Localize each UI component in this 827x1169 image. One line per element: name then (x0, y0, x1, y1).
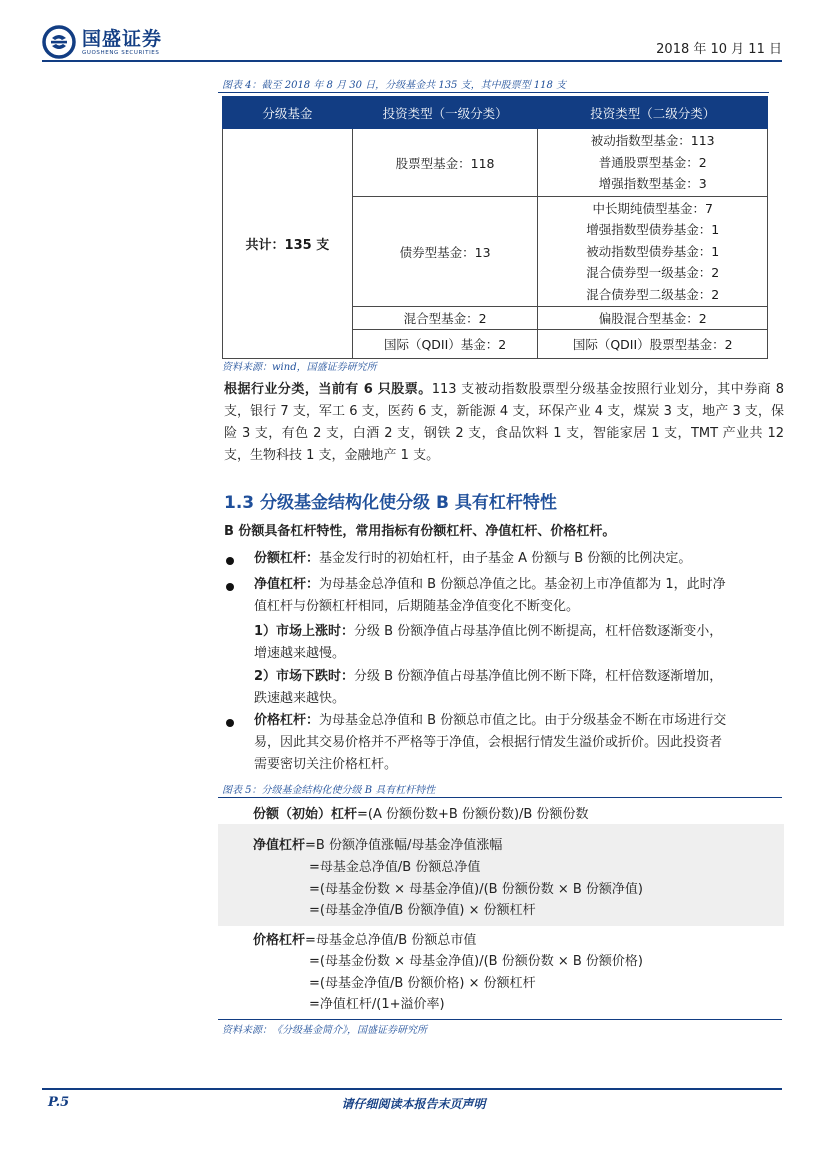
formula-text: =(A 份额份数+B 份额份数)/B 份额份数 (357, 807, 589, 822)
note-text: 分级 B 份额净值占母基净值比例不断下降，杠杆倍数逐渐增加， (354, 669, 723, 684)
page-number: P.5 (48, 1095, 70, 1110)
bullet-text: 基金发行时的初始杠杆，由子基金 A 份额与 B 份额的比例决定。 (319, 551, 692, 566)
footer-divider (42, 1088, 782, 1090)
formula-text: =(母基金净值/B 份额净值) × 份额杠杆 (309, 903, 536, 918)
bullet-price-leverage (254, 710, 784, 776)
bullet-label: 份额杠杆： (254, 551, 320, 566)
formula-text: =母基金总净值/B 份额总净值 (309, 860, 481, 875)
logo-en-text: GUOSHENG SECURITIES (82, 49, 160, 56)
note-text: 分级 B 份额净值占母基净值比例不断提高，杠杆倍数逐渐变小， (354, 624, 723, 639)
industry-lead: 根据行业分类，当前有 6 只股票。 (224, 382, 432, 397)
note-label: 1）市场上涨时： (254, 624, 355, 639)
table-row (223, 129, 768, 197)
bullet-icon (226, 719, 234, 727)
share-leverage-formula (253, 803, 588, 822)
bullet-text: 易，因此其交易价格并不严格等于净值，会根据行情发生溢价或折价。因此投资者 (254, 735, 723, 750)
level1-cell: 国际（QDII）基金：2 (352, 330, 538, 359)
note-text: 增速越来越慢。 (254, 646, 346, 661)
bullet-icon (226, 557, 234, 565)
bullet-label: 净值杠杆： (254, 577, 320, 592)
leverage-formula-box (218, 800, 784, 1018)
report-date: 2018 年 10 月 11 日 (656, 42, 782, 57)
bullet-text: 需要密切关注价格杠杆。 (254, 757, 398, 772)
header-level1: 投资类型（一级分类） (352, 97, 538, 129)
formula-text: =(母基金份数 × 母基金净值)/(B 份额份数 × B 份额净值) (309, 882, 643, 897)
formula-label: 价格杠杆 (253, 933, 306, 948)
figure5-caption: 图表 5：分级基金结构化使分级 B 具有杠杆特性 (222, 785, 436, 796)
note-label: 2）市场下跌时： (254, 669, 355, 684)
header-level2: 投资类型（二级分类） (538, 97, 768, 129)
level1-cell: 股票型基金：118 (352, 129, 538, 197)
nav-leverage-formula (253, 834, 502, 853)
level2-item: 混合债券型一级基金：2 (586, 265, 720, 281)
figure4-source: 资料来源：wind，国盛证券研究所 (222, 362, 377, 373)
level2-cell (538, 197, 768, 307)
bullet-label: 价格杠杆： (254, 713, 320, 728)
figure4-caption: 图表 4：截至 2018 年 8 月 30 日，分级基金共 135 支，其中股票型 118 支 (222, 80, 567, 91)
level2-item: 增强指数型基金：3 (598, 176, 707, 192)
figure5-bottom-rule (218, 1019, 782, 1020)
section-title: 1.3 分级基金结构化使分级 B 具有杠杆特性 (224, 493, 557, 513)
market-down-note (254, 666, 784, 710)
logo-cn-text: 国盛证券 (82, 27, 163, 50)
bullet-icon (226, 583, 234, 591)
level2-cell (538, 129, 768, 197)
figure5-caption-rule (218, 797, 782, 798)
formula-text: =(母基金净值/B 份额价格) × 份额杠杆 (309, 976, 536, 991)
total-count-cell: 共计：135 支 (223, 129, 353, 359)
figure4-caption-rule (218, 92, 769, 93)
industry-body: 113 支被动指数股票型分级基金按照行业划分，其中券商 8 支，银行 7 支，军工 6 支，医药 6 支，新能源 4 支，环保产业 4 支，煤炭 3 支，地产 3 支，保险 3 支，有色 2 支，白酒 2 支，钢铁 2 支，食品饮料 1 支，智能家居 1 支，TMT 产业共 12 支，生物科技 1 支，金融地产 1 支。 (224, 382, 784, 463)
bullet-text: 为母基金总净值和 B 份额总市值之比。由于分级基金不断在市场进行交 (319, 713, 727, 728)
industry-paragraph (224, 379, 784, 467)
level1-cell: 债券型基金：13 (352, 197, 538, 307)
disclaimer-note: 请仔细阅读本报告末页声明 (341, 1097, 486, 1111)
header-divider (42, 60, 782, 62)
bullet-text: 值杠杆与份额杠杆相同，后期随基金净值变化不断变化。 (254, 599, 580, 614)
note-text: 跌速越来越快。 (254, 691, 346, 706)
level2-cell: 国际（QDII）股票型基金：2 (538, 330, 768, 359)
formula-label: 份额（初始）杠杆 (253, 807, 358, 822)
bullet-share-leverage (254, 548, 784, 570)
company-logo (42, 24, 182, 60)
formula-text: =(母基金份数 × 母基金净值)/(B 份额份数 × B 份额价格) (309, 954, 643, 969)
level2-item: 普通股票型基金：2 (598, 154, 707, 170)
formula-label: 净值杠杆 (253, 838, 306, 853)
formula-text: =母基金总净值/B 份额总市值 (305, 933, 477, 948)
level2-item: 增强指数型债券基金：1 (586, 222, 720, 238)
formula-text: =净值杠杆/(1+溢价率) (309, 997, 445, 1012)
level2-item: 被动指数型债券基金：1 (586, 243, 720, 259)
level2-cell: 偏股混合型基金：2 (538, 307, 768, 330)
market-up-note (254, 621, 784, 665)
table-header-row (223, 97, 768, 129)
section-intro: B 份额具备杠杆特性，常用指标有份额杠杆、净值杠杆、价格杠杆。 (224, 524, 616, 539)
level2-item: 中长期纯债型基金：7 (592, 200, 713, 216)
price-leverage-formula (253, 929, 476, 948)
fund-classification-table (222, 96, 768, 359)
level2-item: 被动指数型基金：113 (590, 133, 715, 149)
logo-mark-icon (42, 25, 76, 59)
level1-cell: 混合型基金：2 (352, 307, 538, 330)
figure5-source: 资料来源：《分级基金简介》，国盛证券研究所 (222, 1025, 427, 1036)
formula-text: =B 份额净值涨幅/母基金净值涨幅 (305, 838, 503, 853)
header-fund: 分级基金 (223, 97, 353, 129)
bullet-text: 为母基金总净值和 B 份额总净值之比。基金初上市净值都为 1，此时净 (319, 577, 726, 592)
bullet-nav-leverage (254, 574, 784, 618)
level2-item: 混合债券型二级基金：2 (586, 286, 720, 302)
